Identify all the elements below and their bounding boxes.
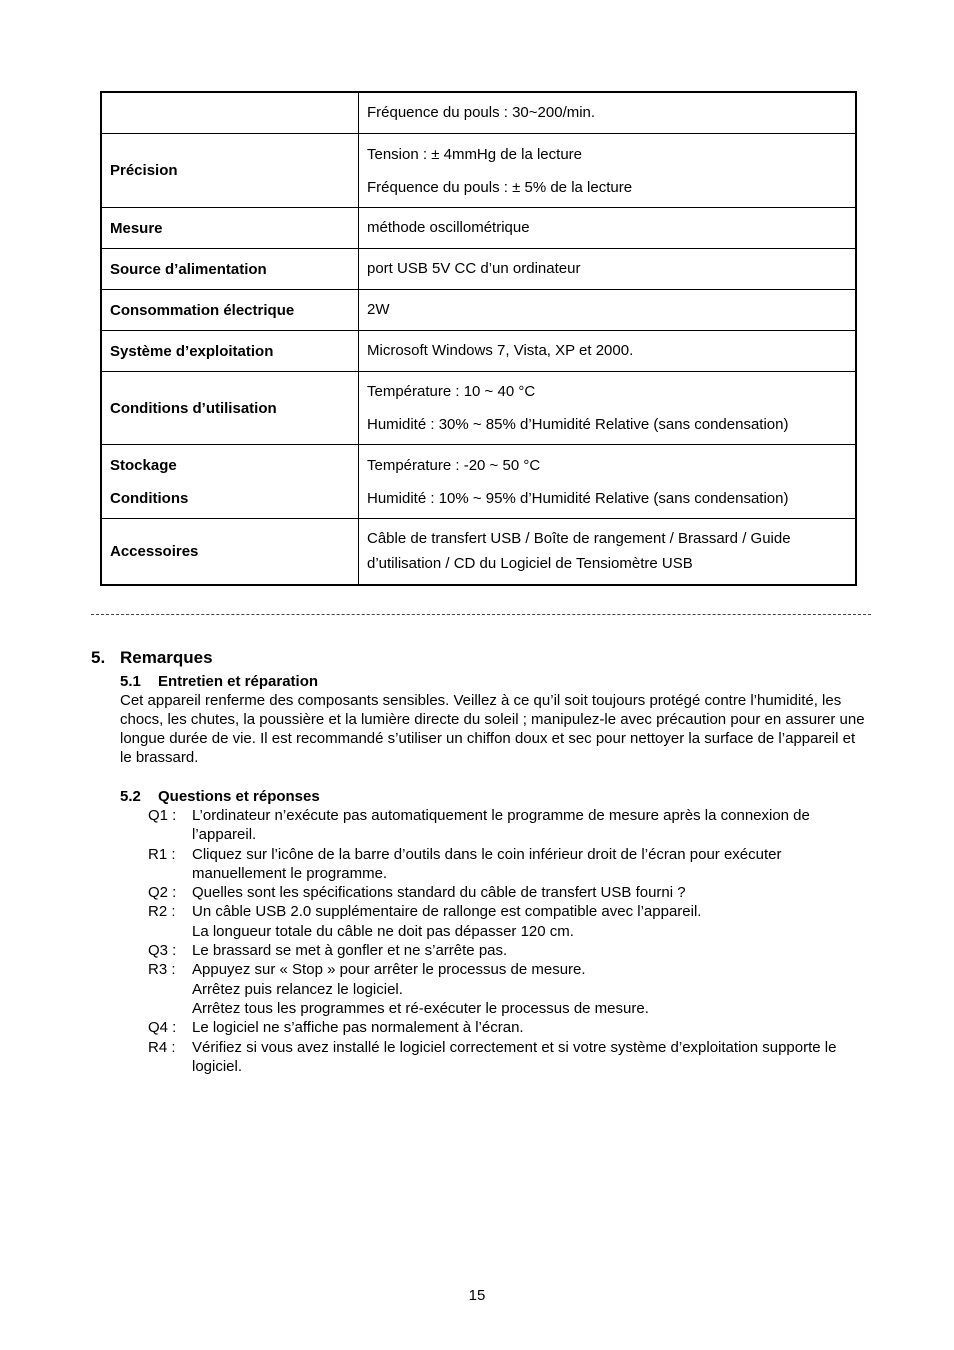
spec-label: Système d’exploitation	[101, 331, 359, 372]
list-item	[148, 980, 868, 999]
subsection-title: Entretien et réparation	[158, 673, 319, 690]
page-number: 15	[468, 1287, 486, 1304]
list-item	[148, 902, 868, 921]
spec-label: Précision	[101, 134, 359, 208]
table-row	[101, 445, 856, 519]
qa-key: R3 :	[148, 961, 176, 979]
spec-value: Câble de transfert USB / Boîte de rangement / Brassard / Guide d’utilisation / CD du Logiciel de Tensiomètre USB	[359, 519, 857, 586]
list-item	[148, 806, 868, 845]
spec-value: Tension : ± 4mmHg de la lecture Fréquence du pouls : ± 5% de la lecture	[359, 134, 857, 208]
qa-key	[148, 999, 192, 1018]
subsection-heading	[120, 787, 881, 806]
spec-label: Source d’alimentation	[101, 249, 359, 290]
spec-label: Conditions d’utilisation	[101, 372, 359, 445]
qa-text: Arrêtez tous les programmes et ré-exécuter le processus de mesure.	[192, 999, 649, 1017]
dashed-separator	[91, 614, 871, 615]
qa-text: Arrêtez puis relancez le logiciel.	[192, 980, 403, 998]
table-row	[101, 249, 856, 290]
spec-label: Consommation électrique	[101, 290, 359, 331]
spec-label: Stockage Conditions	[101, 445, 359, 519]
qa-text: Quelles sont les spécifications standard du câble de transfert USB fourni ?	[192, 884, 686, 902]
qa-key	[148, 922, 192, 941]
table-row	[101, 134, 856, 208]
qa-text: L’ordinateur n’exécute pas automatiquement le programme de mesure après la connexion de l’appareil.	[192, 807, 810, 844]
qa-key	[148, 980, 192, 999]
qa-text: Le brassard se met à gonfler et ne s’arrête pas.	[192, 942, 508, 960]
spec-value: méthode oscillométrique	[359, 208, 857, 249]
list-item	[148, 845, 868, 884]
qa-text: Le logiciel ne s’affiche pas normalement à l’écran.	[192, 1019, 524, 1037]
qa-key: R1 :	[148, 845, 176, 863]
spec-label: Accessoires	[101, 519, 359, 586]
list-item	[148, 960, 868, 979]
section-number: 5.	[91, 648, 106, 667]
subsection-heading	[120, 672, 881, 691]
spec-value: port USB 5V CC d’un ordinateur	[359, 249, 857, 290]
qa-key: Q1 :	[148, 807, 177, 824]
spec-value: Température : 10 ~ 40 °C Humidité : 30% ~ 85% d’Humidité Relative (sans condensation)	[359, 372, 857, 445]
table-row	[101, 290, 856, 331]
list-item	[148, 999, 868, 1018]
spec-value: Fréquence du pouls : 30~200/min.	[359, 92, 857, 134]
table-row	[101, 331, 856, 372]
qa-text: Cliquez sur l’icône de la barre d’outils dans le coin inférieur droit de l’écran pour exécuter manuellement le programme.	[192, 845, 782, 882]
qa-key: Q4 :	[148, 1019, 177, 1037]
spec-value: 2W	[359, 290, 857, 331]
table-row	[101, 208, 856, 249]
subsection-number: 5.2	[120, 788, 141, 805]
specifications-table	[100, 91, 857, 586]
table-row	[101, 519, 856, 586]
spec-label: Mesure	[101, 208, 359, 249]
section-title: Remarques	[120, 648, 213, 667]
spec-value: Température : -20 ~ 50 °C Humidité : 10% ~ 95% d’Humidité Relative (sans condensation)	[359, 445, 857, 519]
qa-text: La longueur totale du câble ne doit pas dépasser 120 cm.	[192, 922, 574, 940]
section-remarques	[91, 646, 881, 1076]
section-heading	[91, 646, 881, 670]
qa-text: Vérifiez si vous avez installé le logiciel correctement et si votre système d’exploitation supporte le logiciel.	[192, 1038, 837, 1075]
qa-list	[148, 806, 868, 1076]
table-row	[101, 92, 856, 134]
spec-value: Microsoft Windows 7, Vista, XP et 2000.	[359, 331, 857, 372]
list-item	[148, 922, 868, 941]
list-item	[148, 883, 868, 902]
qa-key: R2 :	[148, 903, 176, 921]
qa-text: Appuyez sur « Stop » pour arrêter le processus de mesure.	[192, 961, 586, 979]
subsection-number: 5.1	[120, 673, 141, 690]
list-item	[148, 1018, 868, 1037]
subsection-title: Questions et réponses	[158, 788, 320, 805]
maintenance-paragraph: Cet appareil renferme des composants sensibles. Veillez à ce qu’il soit toujours protégé contre l’humidité, les chocs, les chutes, la poussière et la lumière directe du soleil ; manipulez-le avec précaution pour en assurer une longue durée de vie. Il est recommandé s’utiliser un chiffon doux et sec pour nettoyer la surface de l’appareil et le brassard.	[120, 692, 865, 766]
qa-key: Q2 :	[148, 884, 177, 902]
qa-key: R4 :	[148, 1038, 176, 1056]
spec-label	[101, 92, 359, 134]
qa-text: Un câble USB 2.0 supplémentaire de rallonge est compatible avec l’appareil.	[192, 903, 702, 921]
list-item	[148, 941, 868, 960]
list-item	[148, 1038, 868, 1077]
qa-key: Q3 :	[148, 942, 177, 960]
table-row	[101, 372, 856, 445]
